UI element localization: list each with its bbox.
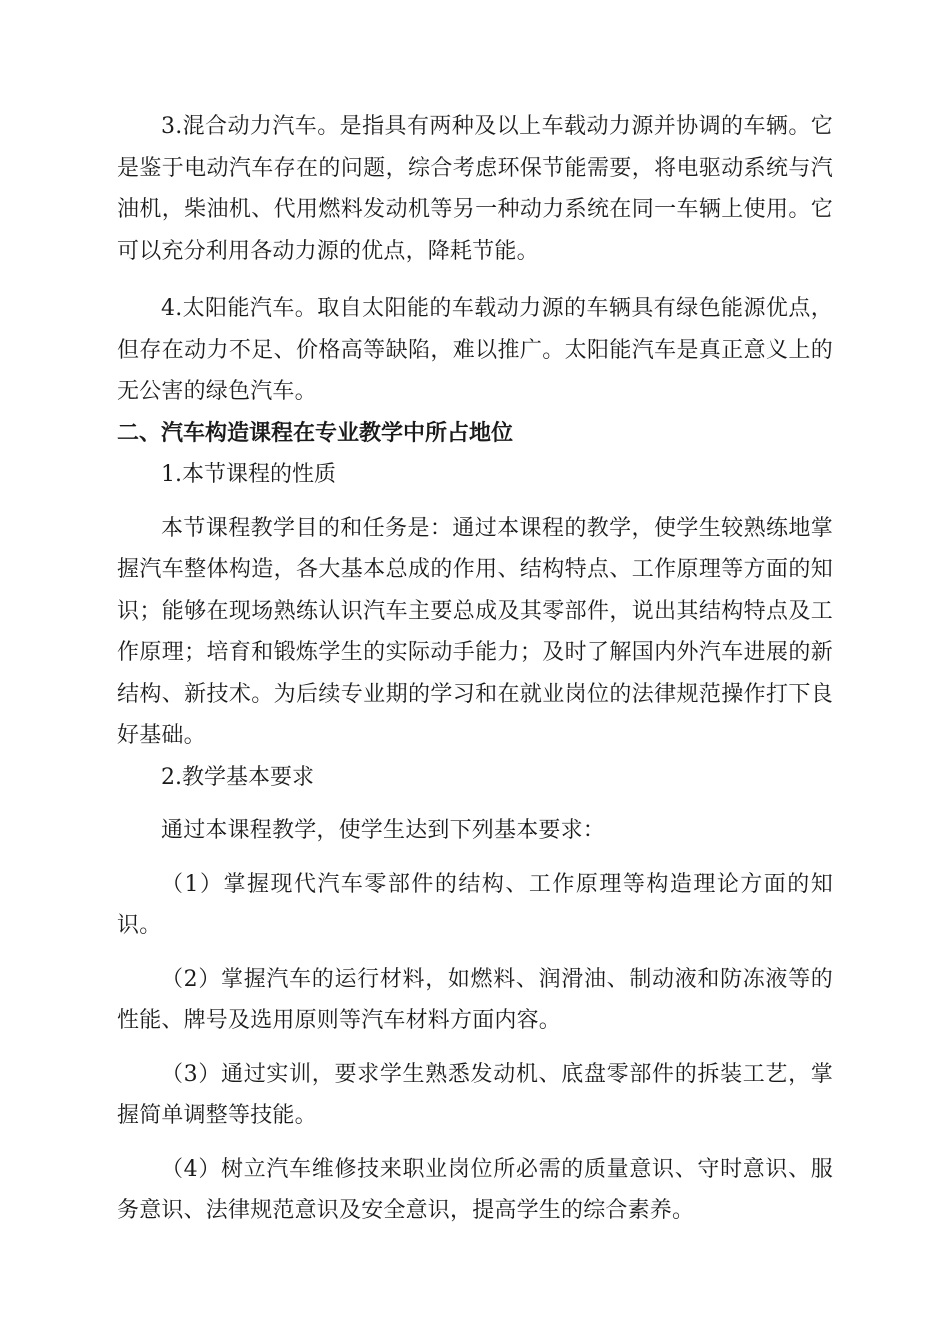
requirement-item-4: （4）树立汽车维修技来职业岗位所必需的质量意识、守时意识、服务意识、法律规范意识及安全意识，提高学生的综合素养。 xyxy=(117,1156,833,1223)
requirement-item-1: （1）掌握现代汽车零部件的结构、工作原理等构造理论方面的知识。 xyxy=(117,871,833,938)
paragraph-hybrid-vehicle: 3.混合动力汽车。是指具有两种及以上车载动力源并协调的车辆。它是鉴于电动汽车存在的问题，综合考虑环保节能需要，将电驱动系统与汽油机，柴油机、代用燃料发动机等另一种动力系统在同一车辆上使用。它可以充分利用各动力源的优点，降耗节能。 xyxy=(117,114,833,264)
requirement-item-3: （3）通过实训，要求学生熟悉发动机、底盘零部件的拆装工艺，掌握简单调整等技能。 xyxy=(117,1061,833,1128)
section-heading: 二、汽车构造课程在专业教学中所占地位 xyxy=(117,420,514,446)
requirement-item-2: （2）掌握汽车的运行材料，如燃料、润滑油、制动液和防冻液等的性能、牌号及选用原则等汽车材料方面内容。 xyxy=(117,966,833,1033)
document-page xyxy=(117,106,833,1232)
paragraph-requirements-intro: 通过本课程教学，使学生达到下列基本要求： xyxy=(161,818,606,843)
subheading-requirements: 2.教学基本要求 xyxy=(161,764,314,790)
paragraph-course-nature: 本节课程教学目的和任务是：通过本课程的教学，使学生较熟练地掌握汽车整体构造，各大基本总成的作用、结构特点、工作原理等方面的知识；能够在现场熟练认识汽车主要总成及其零部件，说出其结构特点及工作原理；培育和锻炼学生的实际动手能力；及时了解国内外汽车进展的新结构、新技术。为后续专业期的学习和在就业岗位的法律规范操作打下良好基础。 xyxy=(117,515,833,748)
subheading-course-nature: 1.本节课程的性质 xyxy=(161,462,336,487)
paragraph-solar-vehicle: 4.太阳能汽车。取自太阳能的车载动力源的车辆具有绿色能源优点，但存在动力不足、价格高等缺陷，难以推广。太阳能汽车是真正意义上的无公害的绿色汽车。 xyxy=(117,296,833,404)
